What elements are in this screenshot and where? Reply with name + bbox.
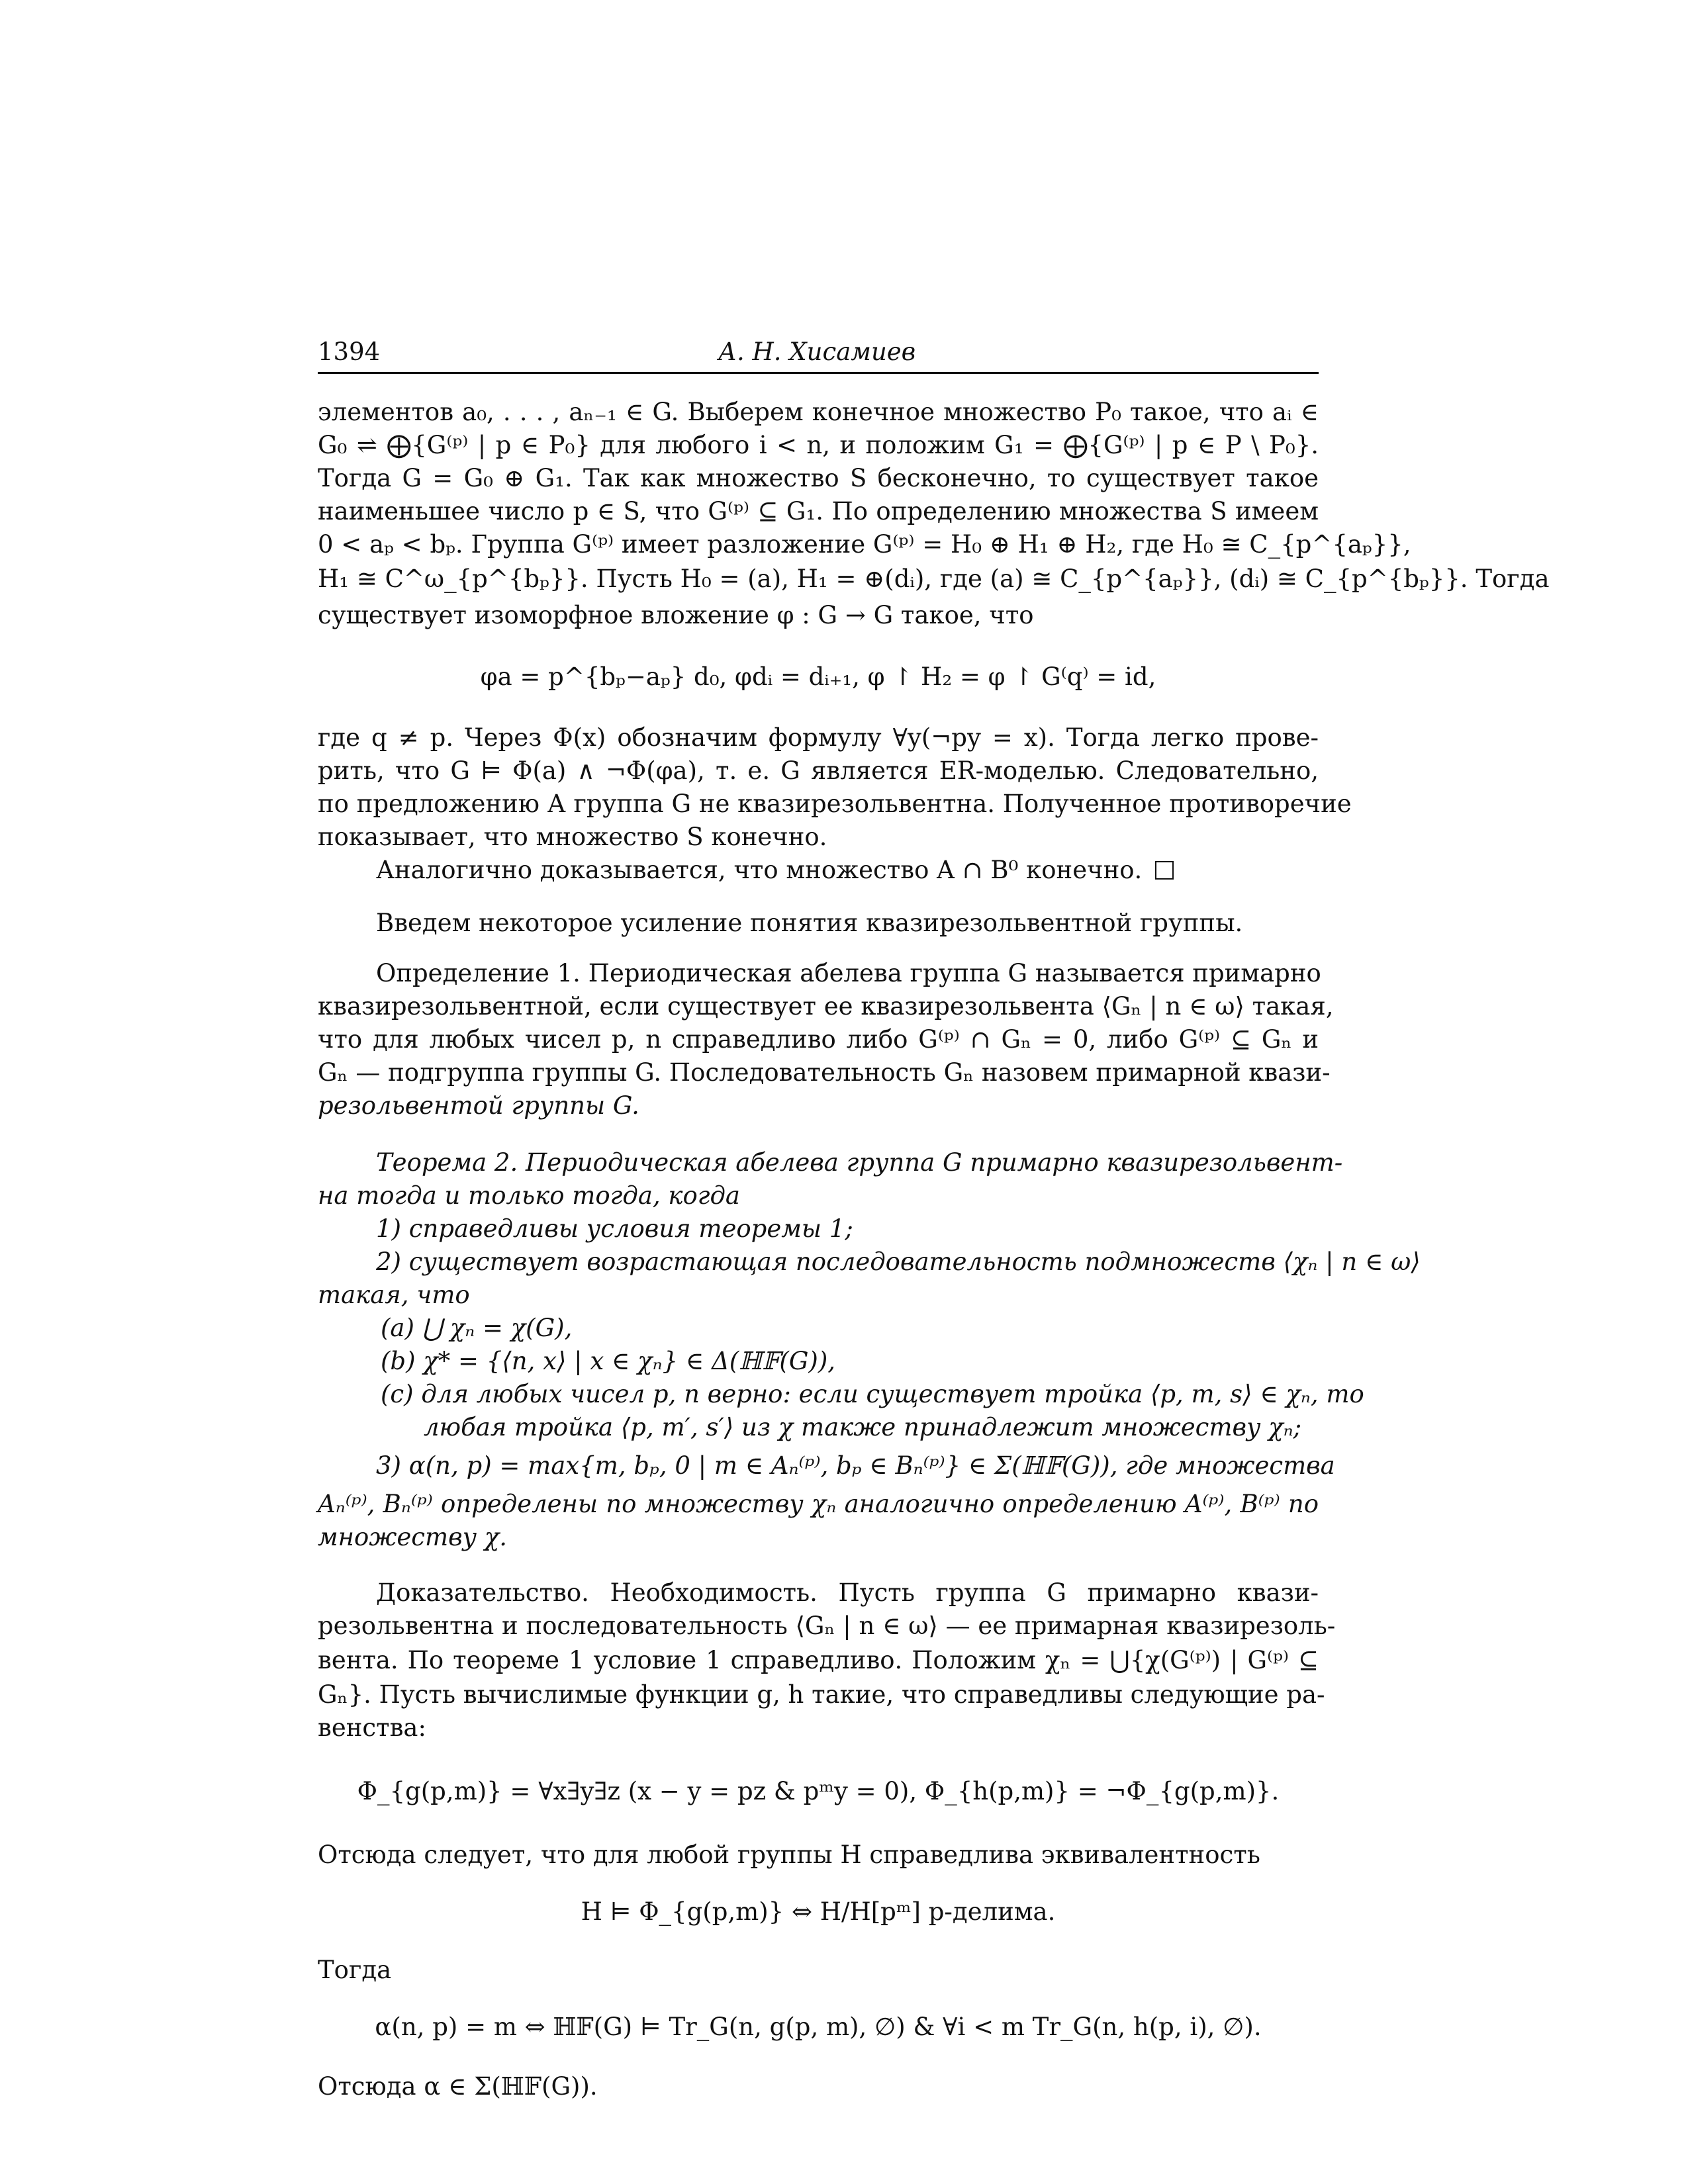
header-rule <box>318 372 1319 374</box>
text-line: существует изоморфное вложение φ : G → G такое, что <box>318 601 1034 629</box>
display-equation: α(n, p) = m ⇔ ℍ𝔽(G) ⊨ Tr_G(n, g(p, m), ∅) & ∀i < m Tr_G(n, h(p, i), ∅). <box>375 2013 1262 2041</box>
proof-line: венства: <box>318 1713 426 1742</box>
theorem-item: 1) справедливы условия теоремы 1; <box>376 1214 853 1243</box>
theorem-item: Aₙ⁽ᵖ⁾, Bₙ⁽ᵖ⁾ определены по множеству χₙ аналогично определению A⁽ᵖ⁾, B⁽ᵖ⁾ по <box>318 1490 1319 1518</box>
text-line: показывает, что множество S конечно. <box>318 823 827 851</box>
text-line: Тогда G = G₀ ⊕ G₁. Так как множество S бесконечно, то существует такое <box>318 464 1319 492</box>
definition-line: квазирезольвентной, если существует ее квазирезольвента ⟨Gₙ | n ∈ ω⟩ такая, <box>318 992 1334 1021</box>
proof-line: резольвентна и последовательность ⟨Gₙ | n ∈ ω⟩ — ее примарная квазирезоль- <box>318 1612 1336 1640</box>
text-line: 0 < aₚ < bₚ. Группа G⁽ᵖ⁾ имеет разложение G⁽ᵖ⁾ = H₀ ⊕ H₁ ⊕ H₂, где H₀ ≅ C_{p^{aₚ}}, <box>318 530 1411 559</box>
page-number: 1394 <box>318 338 381 366</box>
theorem-item: 2) существует возрастающая последовательность подмножеств ⟨χₙ | n ∈ ω⟩ <box>376 1248 1421 1276</box>
text-line: где q ≠ p. Через Φ(x) обозначим формулу ∀y(¬py = x). Тогда легко прове- <box>318 723 1319 752</box>
proof-line: вента. По теореме 1 условие 1 справедливо. Положим χₙ = ⋃{χ(G⁽ᵖ⁾) | G⁽ᵖ⁾ ⊆ <box>318 1646 1319 1674</box>
theorem-line: Теорема 2. Периодическая абелева группа G примарно квазирезольвент- <box>376 1148 1343 1177</box>
text-line: рить, что G ⊨ Φ(a) ∧ ¬Φ(φa), т. е. G является ER-моделью. Следовательно, <box>318 756 1319 785</box>
theorem-subitem: (b) χ* = {⟨n, x⟩ | x ∈ χₙ} ∈ Δ(ℍ𝔽(G)), <box>381 1347 836 1375</box>
text-line: наименьшее число p ∈ S, что G⁽ᵖ⁾ ⊆ G₁. По определению множества S имеем <box>318 497 1319 525</box>
proof-line: Отсюда следует, что для любой группы H справедлива эквивалентность <box>318 1841 1260 1869</box>
proof-line: Gₙ}. Пусть вычислимые функции g, h такие, что справедливы следующие ра- <box>318 1680 1325 1709</box>
proof-line: Отсюда α ∈ Σ(ℍ𝔽(G)). <box>318 2072 598 2101</box>
text-line: Введем некоторое усиление понятия квазирезольвентной группы. <box>376 909 1243 937</box>
theorem-item: такая, что <box>318 1281 470 1309</box>
definition-line: резольвентой группы G. <box>318 1091 639 1120</box>
theorem-item: множеству χ. <box>318 1523 508 1551</box>
display-equation: φa = p^{bₚ−aₚ} d₀, φdᵢ = dᵢ₊₁, φ ↾ H₂ = φ ↾ G⁽q⁾ = id, <box>480 662 1156 691</box>
theorem-subitem: (c) для любых чисел p, n верно: если существует тройка ⟨p, m, s⟩ ∈ χₙ, то <box>381 1380 1364 1408</box>
text-line: H₁ ≅ C^ω_{p^{bₚ}}. Пусть H₀ = (a), H₁ = ⊕(dᵢ), где (a) ≅ C_{p^{aₚ}}, (dᵢ) ≅ C_{p^{bₚ}}. Тогда <box>318 565 1550 593</box>
theorem-line: на тогда и только тогда, когда <box>318 1181 740 1210</box>
theorem-item: 3) α(n, p) = max{m, bₚ, 0 | m ∈ Aₙ⁽ᵖ⁾, bₚ ∈ Bₙ⁽ᵖ⁾} ∈ Σ(ℍ𝔽(G)), где множества <box>376 1451 1335 1480</box>
definition-line: Определение 1. Периодическая абелева группа G называется примарно <box>376 959 1321 987</box>
theorem-subitem: (a) ⋃ χₙ = χ(G), <box>381 1314 573 1342</box>
definition-line: Gₙ — подгруппа группы G. Последовательность Gₙ назовем примарной квази- <box>318 1058 1331 1087</box>
display-equation: H ⊨ Φ_{g(p,m)} ⇔ H/H[pᵐ] p-делима. <box>581 1897 1056 1926</box>
proof-line: Доказательство. Необходимость. Пусть группа G примарно квази- <box>376 1578 1319 1607</box>
running-head-author: А. Н. Хисамиев <box>718 338 916 366</box>
text-span: Аналогично доказывается, что множество A ∩ B⁰ конечно. <box>376 856 1143 884</box>
definition-line: что для любых чисел p, n справедливо либо G⁽ᵖ⁾ ∩ Gₙ = 0, либо G⁽ᵖ⁾ ⊆ Gₙ и <box>318 1025 1319 1054</box>
text-line-with-qed <box>376 854 1319 887</box>
proof-line: Тогда <box>318 1956 392 1984</box>
qed-icon <box>1155 861 1174 880</box>
display-equation: Φ_{g(p,m)} = ∀x∃y∃z (x − y = pz & pᵐy = 0), Φ_{h(p,m)} = ¬Φ_{g(p,m)}. <box>357 1777 1280 1805</box>
text-line: элементов a₀, . . . , aₙ₋₁ ∈ G. Выберем конечное множество P₀ такое, что aᵢ ∈ <box>318 398 1319 426</box>
text-line: по предложению А группа G не квазирезольвентна. Полученное противоречие <box>318 790 1352 818</box>
text-line: G₀ ⇌ ⨁{G⁽ᵖ⁾ | p ∈ P₀} для любого i < n, и положим G₁ = ⨁{G⁽ᵖ⁾ | p ∈ P \ P₀}. <box>318 431 1319 459</box>
theorem-subitem: любая тройка ⟨p, m′, s′⟩ из χ также принадлежит множеству χₙ; <box>424 1413 1302 1441</box>
